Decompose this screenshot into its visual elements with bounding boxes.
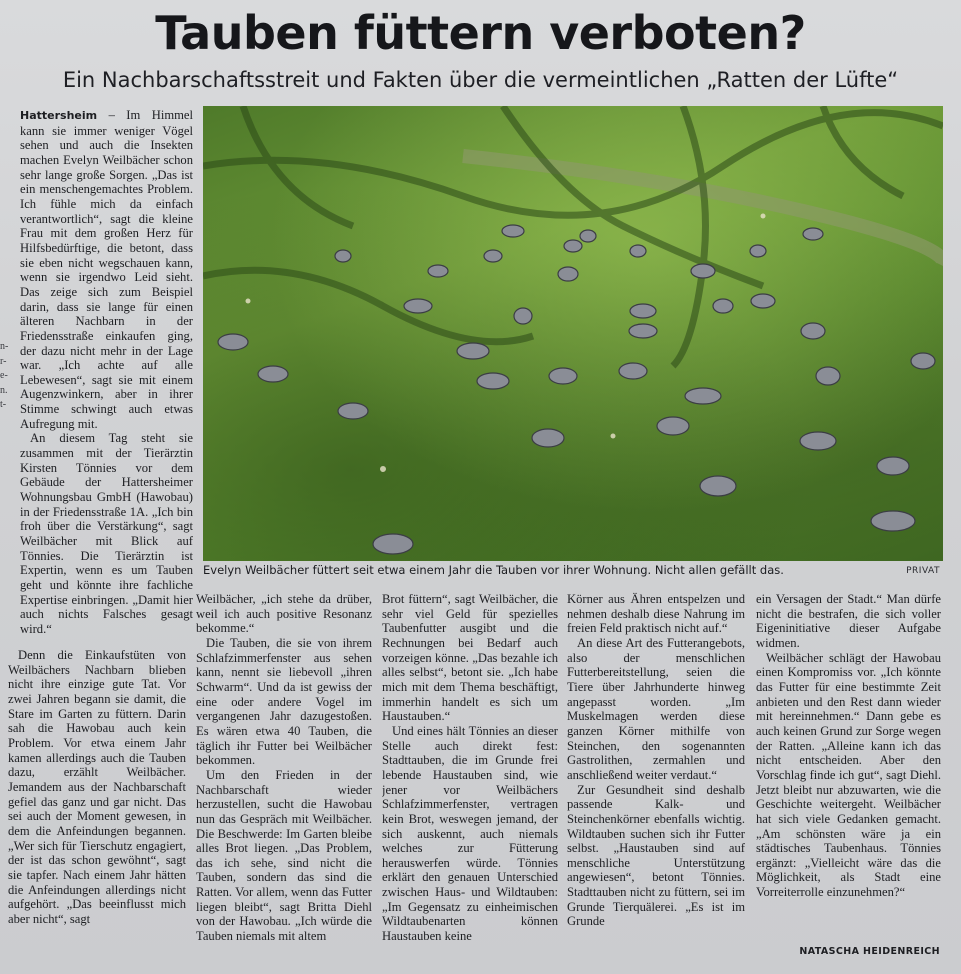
column-2 (196, 592, 372, 948)
column-3 (382, 592, 558, 948)
column-5 (756, 592, 941, 944)
dateline: Hattersheim (20, 109, 98, 122)
photo-illustration (203, 106, 943, 561)
paragraph: Zur Gesundheit sind deshalb passende Kalk- und Steinchenkörner ebenfalls wichtig. Wildtauben suchen sich ihr Futter selbst. „Haustauben sind auf menschliche Unterstützung angewiesen“, betont Tönnies. Stadttauben nicht zu füttern, sei im Grunde Tierquälerei. „Es ist im Grunde (567, 782, 745, 929)
headline: Tauben füttern verboten? (155, 6, 806, 60)
paragraph: Brot füttern“, sagt Weilbächer, die sehr viel Geld für spezielles Taubenfutter ausgibt und die Rechnungen bei Bedarf auch vorzeigen könne. „Das bezahle ich alles selbst“, betont sie. „Ich habe mich mit dem Thema beschäftigt, immerhin handelt es sich um Haustauben.“ (382, 592, 558, 724)
paragraph: Weilbächer, „ich stehe da drüber, weil ich auch positive Resonanz bekomme.“ (196, 592, 372, 636)
paragraph: Denn die Einkaufstüten von Weilbächers Nachbarn blieben nicht ihre einzige gute Tat. Vor zwei Jahren begann sie damit, die Stare im Garten zu füttern. Darin sah die Hawobau auch kein Problem. Vor etwa einem Jahr kamen allerdings auch die Tauben dazu, erzählt Weilbächer. Jemandem aus der Nachbarschaft gefiel das ganz und gar nicht. Das sei auch der Moment gewesen, in dem die Anfeindungen begannen. „Wer sich für Tierschutz engagiert, der ist das schon gewöhnt“, sagt sie tapfer. Nach einem Jahr hätten die Anfeindungen allerdings nicht aufgehört. „Das beeinflusst mich aber nicht“, sagt (8, 648, 186, 926)
subheadline: Ein Nachbarschaftsstreit und Fakten über die vermeintlichen „Ratten der Lüfte“ (62, 68, 899, 92)
column-4 (567, 592, 745, 948)
paragraph: Körner aus Ähren entspelzen und nehmen deshalb diese Nahrung im freien Feld praktisch nicht auf.“ (567, 592, 745, 636)
paragraph-text: – Im Himmel kann sie immer weniger Vögel sehen und auch die Insekten machen Evelyn Weilbächer schon sehr lange große Sorgen. „Das ist ein menschengemachtes Problem. Ich fühle mich da einfach verantwortlich“, sagt die kleine Frau mit dem großen Herz für Hilfsbedürftige, die betont, dass sie eben nicht wegschauen kann, wenn sie irgendwo Leid sieht. Das zeige sich zum Beispiel darin, dass sie lange für einen älteren Nachbarn in der Friedensstraße einkaufen ging, der dazu nicht mehr in der Lage war. „Ich achte auf alle Lebewesen“, sagt sie mit einem Augenzwinkern, aber in ihrer Stimme schwingt auch etwas Aufregung mit. (20, 108, 193, 431)
column-1-lower (8, 648, 186, 948)
adjacent-column-fragment: n- r- e- n. t- (0, 341, 8, 411)
paragraph: ein Versagen der Stadt.“ Man dürfe nicht die bestrafen, die sich voller Eigeninitiative dieser Aufgabe widmen. (756, 592, 941, 650)
paragraph: Um den Frieden in der Nachbarschaft wieder herzustellen, sucht die Hawobau nun das Gespräch mit Weilbächer. Die Beschwerde: Im Garten bleibe alles Brot liegen. „Das Problem, das ich sehe, sind nicht die Tauben, sondern das sind die Ratten. Vor allem, wenn das Futter liegen bleibt“, sagt Britta Diehl von der Hawobau. „Ich würde die Tauben niemals mit altem (196, 767, 372, 944)
byline: NATASCHA HEIDENREICH (799, 946, 940, 957)
paragraph: Die Tauben, die sie von ihrem Schlafzimmerfenster aus sehen kann, nennt sie liebevoll „ihren Schwarm“. Und da ist gewiss der eine oder andere Vogel im vergangenen Jahr dazugestoßen. Es wären etwa 40 Tauben, die täglich ihr Futter bei Weilbächer bekommen. (196, 635, 372, 768)
photo-caption: Evelyn Weilbächer füttert seit etwa einem Jahr die Tauben vor ihrer Wohnung. Nicht allen gefällt das. (203, 563, 784, 577)
paragraph: Und eines hält Tönnies an dieser Stelle auch direkt fest: Stadttauben, die im Grunde frei lebende Haustauben sind, wie jener vor Weilbächers Schlafzimmerfenster, vertragen kein Brot, weswegen jemand, der sich auskennt, auch niemals welches zur Fütterung herauswerfen würde. Tönnies erklärt den genauen Unterschied zwischen Haus- und Wildtauben: „Im Gegensatz zu einheimischen Wildtaubenarten können Haustauben keine (382, 723, 558, 944)
pigeons-photo (203, 106, 943, 561)
paragraph: Weilbächer schlägt der Hawobau einen Kompromiss vor. „Ich könnte das Futter für eine bestimmte Zeit anbieten und den Rest dann wieder mit hereinnehmen.“ Dann gebe es auch keinen Grund zur Sorge wegen der Ratten. „Alleine kann ich das nicht entscheiden. Aber den Vorschlag finde ich gut“, sagt Diehl. Jetzt bleibt nur abzuwarten, wie die Geschichte weitergeht. Weilbächer hat sich viele Gedanken gemacht. „Am schönsten wäre ja ein städtisches Taubenhaus. Tönnies ergänzt: „Vielleicht wäre das die Möglichkeit, als Stadt eine Vorreiterrolle einzunehmen?“ (756, 650, 941, 900)
paragraph: An diesem Tag steht sie zusammen mit der Tierärztin Kirsten Tönnies vor dem Gebäude der Hattersheimer Wohnungsbau GmbH (Hawobau) in der Friedensstraße 1A. „Ich bin froh über die Verstärkung“, sagt Weilbächer mit Blick auf Tönnies. Die Tierärztin ist Expertin, wenn es um Tauben geht und könnte ihre fachliche Expertise einbringen. „Damit hier auch nichts Falsches gesagt wird.“ (20, 431, 193, 636)
photo-credit: PRIVAT (906, 566, 940, 576)
column-1-upper (20, 108, 193, 646)
paragraph (20, 108, 193, 431)
paragraph: An diese Art des Futterangebots, also der menschlichen Futterbereitstellung, seien die Tiere über Jahrhunderte hinweg angepasst worden. „Im Muskelmagen werden diese ganzen Körner mithilfe von Steinchen, den sogenannten Gastrolithen, zermahlen und anschließend weiter verdaut.“ (567, 635, 745, 782)
